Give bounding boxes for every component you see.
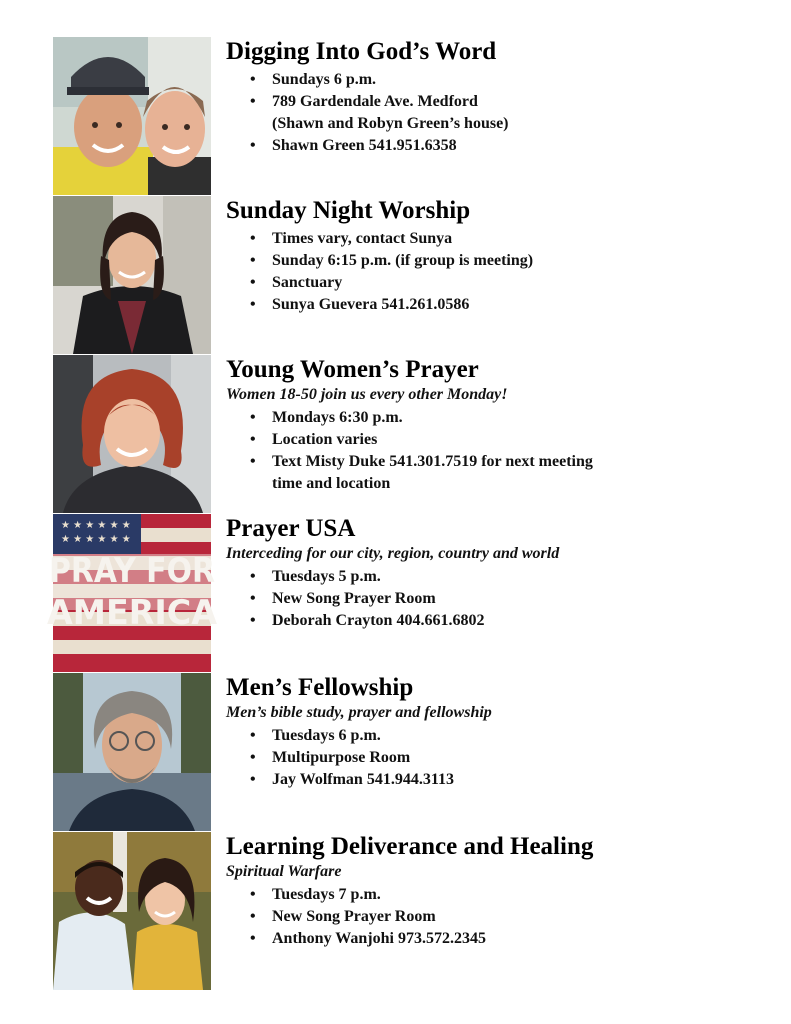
detail-item: • Sunya Guevera 541.261.0586 <box>272 294 733 316</box>
group-prayer-usa <box>47 514 733 672</box>
detail-item: • Sundays 6 p.m. <box>272 69 733 91</box>
detail-contact: Text Misty Duke 541.301.7519 for next meeting <box>272 453 593 470</box>
group-info <box>226 832 733 950</box>
details-list <box>226 228 733 316</box>
detail-item: • New Song Prayer Room <box>272 906 733 928</box>
details-list <box>226 407 733 495</box>
group-title: Young Women’s Prayer <box>226 356 479 383</box>
detail-item: • Shawn Green 541.951.6358 <box>272 135 733 157</box>
detail-item: • Sunday 6:15 p.m. (if group is meeting) <box>272 250 733 272</box>
detail-item: • Jay Wolfman 541.944.3113 <box>272 769 733 791</box>
detail-contact-extra: time and location <box>272 475 391 492</box>
group-digging-into-gods-word <box>53 37 733 195</box>
detail-item: • Tuesdays 5 p.m. <box>272 566 733 588</box>
group-subtitle: Women 18-50 join us every other Monday! <box>226 386 508 403</box>
detail-item: • Tuesdays 6 p.m. <box>272 725 733 747</box>
group-young-womens-prayer <box>53 355 733 513</box>
couple-selfie-photo <box>53 37 211 195</box>
details-list <box>226 566 733 632</box>
svg-text:★ ★ ★ ★ ★ ★: ★ ★ ★ ★ ★ ★ <box>61 520 131 531</box>
group-title: Sunday Night Worship <box>226 197 471 224</box>
details-list <box>226 69 733 157</box>
detail-item: • Mondays 6:30 p.m. <box>272 407 733 429</box>
detail-item: • New Song Prayer Room <box>272 588 733 610</box>
group-title: Men’s Fellowship <box>226 674 414 701</box>
woman-leather-jacket-photo <box>53 196 211 354</box>
details-list <box>226 725 733 791</box>
detail-item: • Deborah Crayton 404.661.6802 <box>272 610 733 632</box>
group-learning-deliverance-and-healing <box>53 832 733 990</box>
group-info <box>226 355 733 495</box>
group-subtitle: Interceding for our city, region, country and world <box>226 545 560 562</box>
detail-item: • Sanctuary <box>272 272 733 294</box>
detail-address: 789 Gardendale Ave. Medford <box>272 93 478 110</box>
detail-address-extra: (Shawn and Robyn Green’s house) <box>272 115 509 132</box>
detail-item: • Multipurpose Room <box>272 747 733 769</box>
group-title: Prayer USA <box>226 515 356 542</box>
detail-item: • Location varies <box>272 429 733 451</box>
photo-text-pray-for: PRAY FOR <box>49 551 215 591</box>
group-title: Learning Deliverance and Healing <box>226 833 594 860</box>
group-info <box>226 514 733 632</box>
group-mens-fellowship <box>53 673 733 831</box>
detail-item: • Tuesdays 7 p.m. <box>272 884 733 906</box>
detail-item: • Times vary, contact Sunya <box>272 228 733 250</box>
pray-for-america-flag <box>47 514 218 672</box>
group-subtitle: Men’s bible study, prayer and fellowship <box>226 704 492 721</box>
detail-item <box>272 91 733 135</box>
details-list <box>226 884 733 950</box>
group-subtitle: Spiritual Warfare <box>226 863 342 880</box>
group-sunday-night-worship <box>53 196 733 354</box>
group-info <box>226 196 733 316</box>
svg-text:★ ★ ★ ★ ★ ★: ★ ★ ★ ★ ★ ★ <box>61 534 131 545</box>
group-title: Digging Into God’s Word <box>226 38 497 65</box>
man-glasses-photo <box>53 673 211 831</box>
photo-text-america: AMERICA <box>47 593 218 633</box>
red-haired-woman-photo <box>53 355 211 513</box>
group-info <box>226 673 733 791</box>
detail-item: • Anthony Wanjohi 973.572.2345 <box>272 928 733 950</box>
detail-item <box>272 451 733 495</box>
group-info <box>226 37 733 157</box>
couple-outdoor-photo <box>53 832 211 990</box>
